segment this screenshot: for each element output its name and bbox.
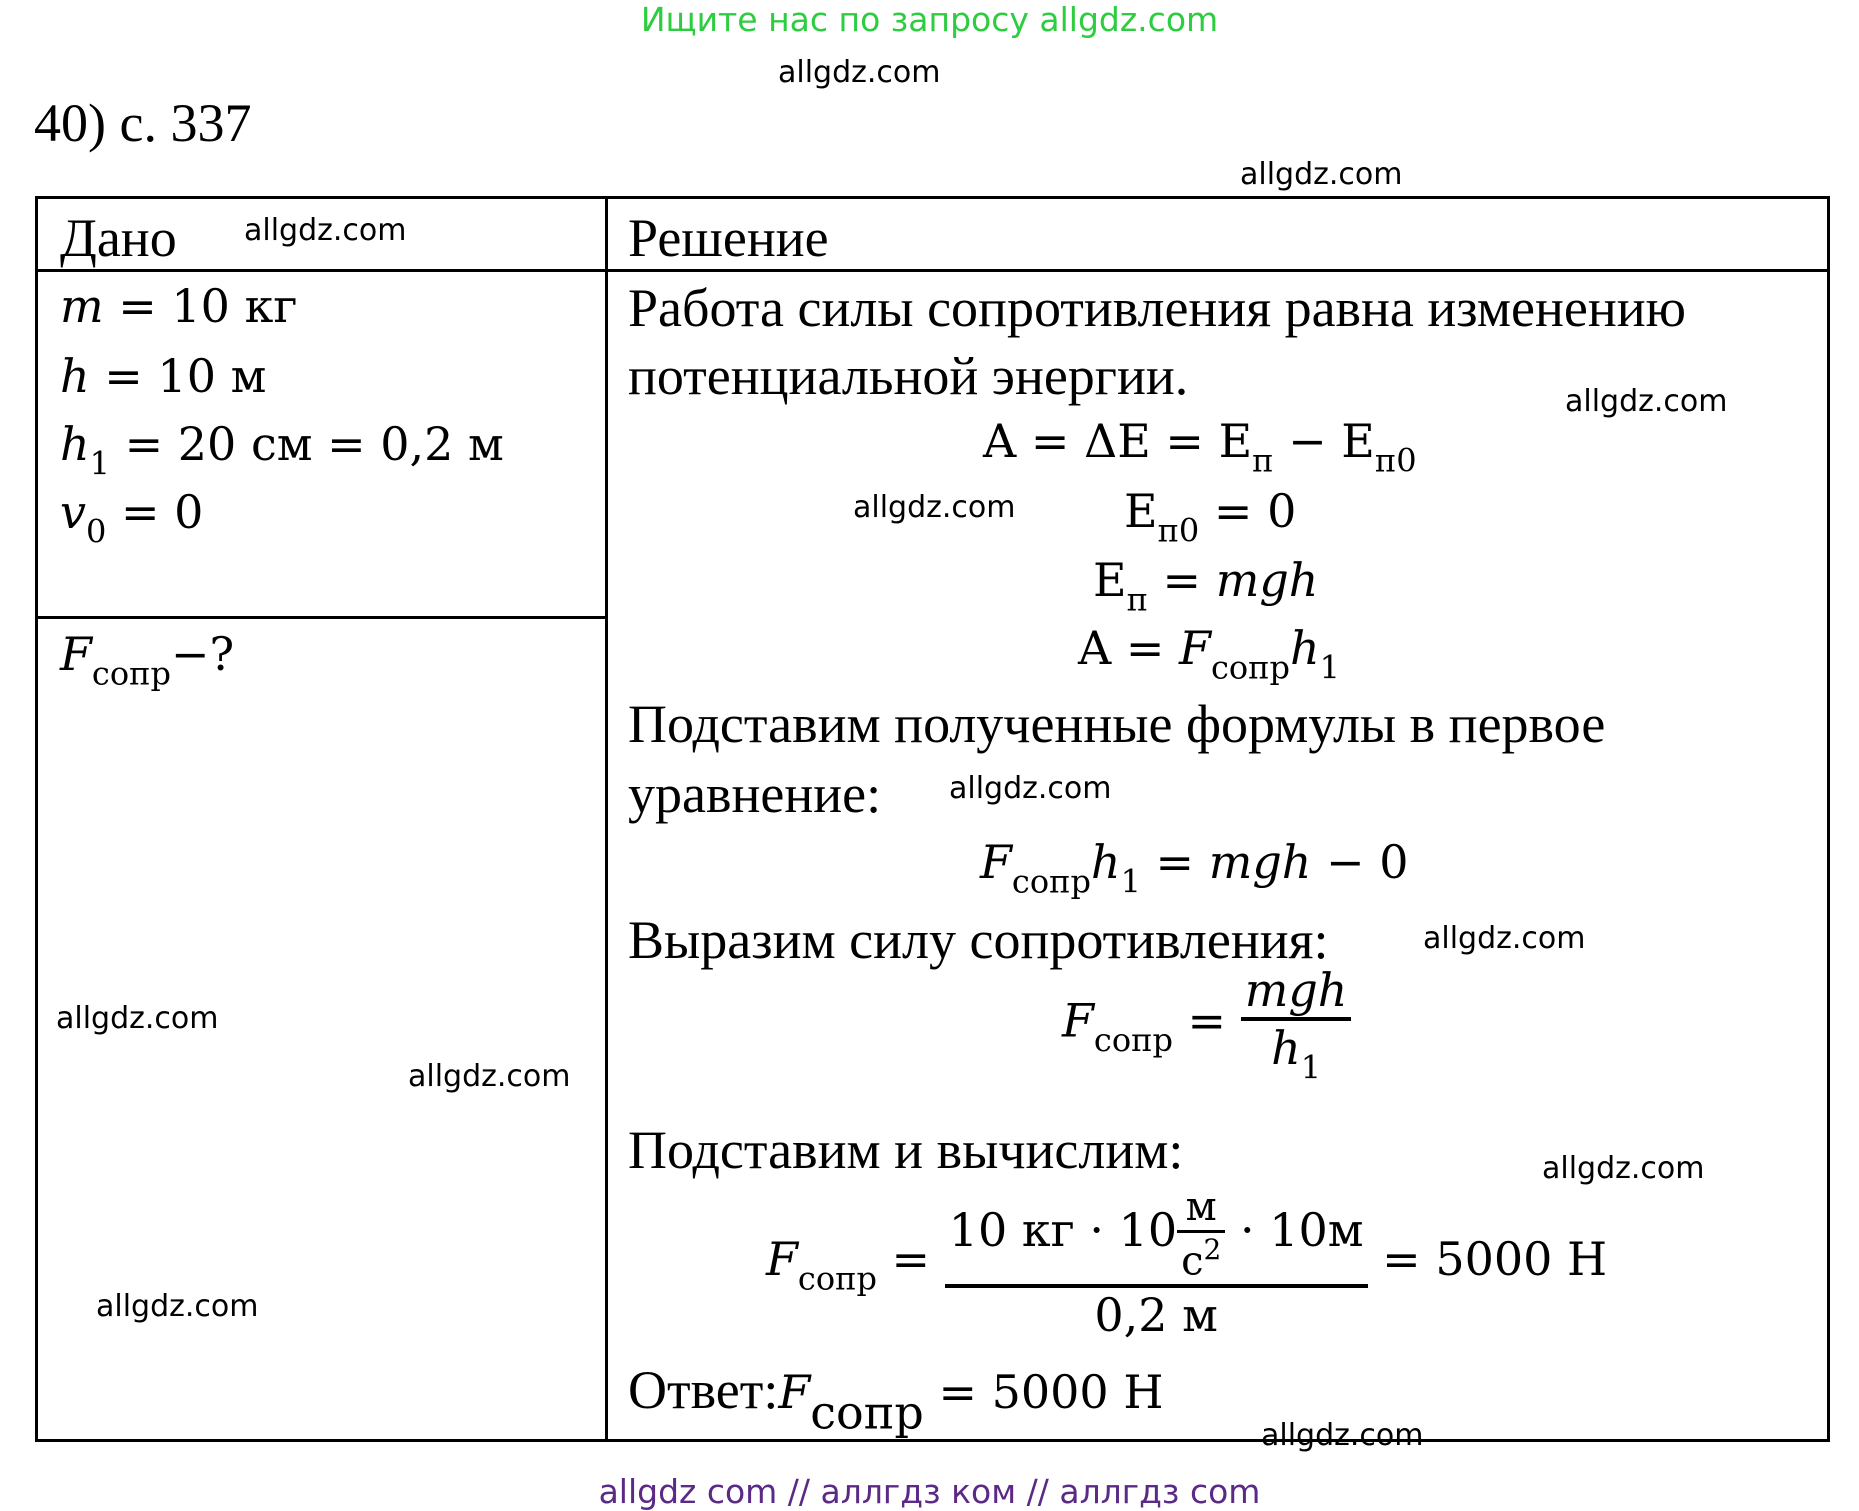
solution-table: [35, 196, 1830, 1453]
footer-banner: allgdz com // аллгдз ком // аллгдз com: [598, 1472, 1261, 1511]
given-header: Дано: [60, 208, 177, 268]
watermark: allgdz.com: [244, 213, 407, 248]
header-divider: [38, 269, 1827, 272]
find-quantity: $F_{сопр}-$?: [60, 627, 235, 693]
search-ad-banner: Ищите нас по запросу allgdz.com: [640, 0, 1219, 39]
given-height: h = 10 м: [60, 349, 267, 403]
solution-text-2: потенциальной энергии.: [628, 346, 1189, 406]
watermark: allgdz.com: [56, 1001, 219, 1036]
solution-text-5: Выразим силу сопротивления:: [628, 910, 1329, 970]
equation-initial-energy: $E_{п0} = 0$: [1124, 484, 1297, 550]
equation-work-energy: $A = \Delta E = E_п - E_{п0}$: [983, 414, 1417, 480]
watermark: allgdz.com: [1240, 157, 1403, 192]
equation-substituted: $F_{сопр}h_1$ = mgh − 0: [980, 835, 1409, 901]
solution-text-3: Подставим полученные формулы в первое: [628, 694, 1606, 754]
watermark: allgdz.com: [1261, 1418, 1424, 1453]
solution-text-1: Работа силы сопротивления равна изменению: [628, 278, 1687, 338]
watermark: allgdz.com: [1542, 1151, 1705, 1186]
answer: $Ответ:F_{сопр} = 5000$ Н: [628, 1360, 1164, 1440]
solution-text-6: Подставим и вычислим:: [628, 1120, 1184, 1180]
given-depth: $h_1 = 20$ см = 0,2 м: [60, 417, 504, 483]
solution-text-4: уравнение:: [628, 764, 882, 824]
watermark: allgdz.com: [1565, 384, 1728, 419]
given-divider: [38, 616, 608, 619]
equation-potential-energy: $E_п$ = mgh: [1093, 553, 1319, 619]
given-initial-velocity: $v_0 = 0$: [60, 485, 204, 551]
watermark: allgdz.com: [949, 771, 1112, 806]
unit-fraction: $\frac{м}{с^2}$: [1177, 1184, 1225, 1284]
equation-calculation: $F_{сопр}$ = 10 кг · 10 $\frac{м}{с^2}$ · 10м 0,2 м = 5000 Н: [766, 1184, 1608, 1343]
watermark: allgdz.com: [96, 1289, 259, 1324]
given-mass: m = 10 кг: [60, 279, 298, 333]
equation-resistance-work: $A = F_{сопр}h_1$: [1078, 621, 1340, 687]
page-title: 40) с. 337: [34, 93, 252, 153]
watermark: allgdz.com: [853, 490, 1016, 525]
watermark: allgdz.com: [408, 1059, 571, 1094]
fraction: 10 кг · 10 $\frac{м}{с^2}$ · 10м 0,2 м: [945, 1184, 1368, 1342]
column-divider: [605, 199, 608, 1439]
solution-header: Решение: [628, 208, 829, 268]
watermark: allgdz.com: [1423, 921, 1586, 956]
fraction: $\frac{\text{mgh}}{h_1}$: [1241, 963, 1352, 1086]
watermark: allgdz.com: [778, 55, 941, 90]
equation-resistance-formula: $F_{сопр}$ = $\frac{\text{mgh}}{h_1}$: [1062, 963, 1351, 1086]
